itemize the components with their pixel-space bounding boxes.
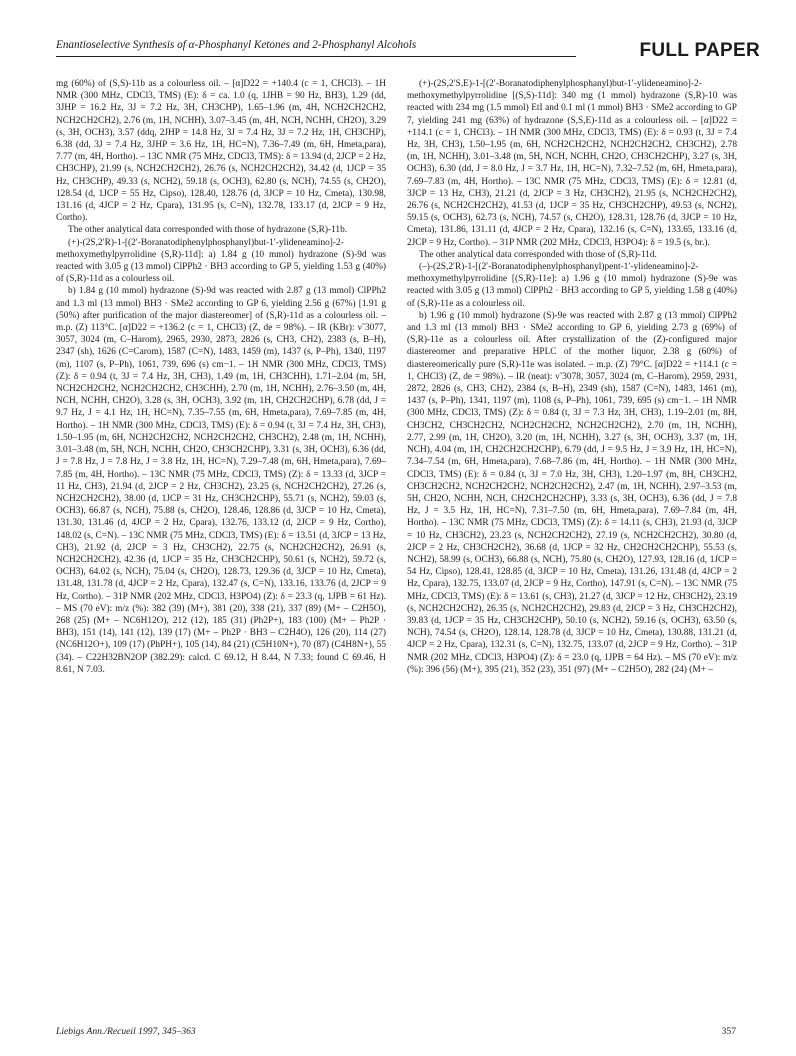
running-header-title: Enantioselective Synthesis of α-Phosphanyl Ketones and 2-Phosphanyl Alcohols (56, 39, 417, 51)
footer-journal-citation: Liebigs Ann./Recueil 1997, 345–363 (56, 1026, 196, 1037)
paragraph: mg (60%) of (S,S)-11b as a colourless oil. – [α]D22 = +140.4 (c = 1, CHCl3). – 1H NMR (300 MHz, CDCl3, TMS) (E): δ = ca. 1.0 (q, 1JHB = 90 Hz, BH3), 1.29 (dd, 3JHP = 16.2 Hz, 3J = 7.2 Hz, 3H, CH3CHP), 1.65–1.96 (m, 4H, NCH2CH2CH2, NCH2CH2CH2), 2.76 (m, 1H, NCHH), 3.07–3.45 (m, 4H, NCH, NCHH, CH2O), 3.29 (s, 3H, OCH3), 3.57 (ddq, 2JHP = 14.8 Hz, 3J = 7.4 Hz, 3J = 7.2 Hz, 1H, CH3CHP), 6.38 (dd, 3J = 7.4 Hz, 3JHP = 3.6 Hz, 1H, HC=N), 7.36–7.49 (m, 6H, Hmeta,para), 7.77 (m, 4H, Hortho). – 13C NMR (75 MHz, CDCl3, TMS): δ = 13.94 (d, 2JCP = 2 Hz, CH3CHP), 21.99 (s, NCH2CH2CH2), 26.76 (s, NCH2CH2CH2), 34.42 (d, 1JCP = 35 Hz, CH3CHP), 49.33 (s, NCH2), 59.18 (s, OCH3), 62.80 (s, NCH), 74.55 (s, CH2O), 128.54 (d, 1JCP = 55 Hz, Cipso), 128.40, 128.76 (d, 3JCP = 10 Hz, Cmeta), 130.98, 131.16 (d, 4JCP = 2 Hz, Cpara), 131.95 (s, C=N), 132.78, 133.17 (d, 2JCP = 9 Hz, Cortho). (56, 79, 386, 224)
paragraph: The other analytical data corresponded with those of hydrazone (S,R)-11b. (68, 225, 348, 236)
section-label: FULL PAPER (639, 40, 760, 61)
paragraph: b) 1.84 g (10 mmol) hydrazone (S)-9d was reacted with 2.87 g (13 mmol) ClPPh2 and 1.3 ml (13 mmol) BH3 · SMe2 according to GP 6, yielding 2.56 g (67%) [1.91 g (50%) after purification of the major diastereomer] of (S,R)-11d as a colourless oil. – m.p. (Z) 113°C. [α]D22 = +136.2 (c = 1, CHCl3) (Z, de = 98%). – IR (KBr): ν̃ 3077, 3057, 3024 (m, C–Harom), 2965, 2930, 2873, 2826 (s, CH3, CH2), 2383 (s, B–H), 2347 (sh), 1626 (C=Carom), 1587 (C=N), 1483, 1459 (m), 1437 (s, P–Ph), 1340, 1197 (m), 1107 (s, P–Ph), 1061, 739, 696 (s) cm−1. – 1H NMR (300 MHz, CDCl3, TMS) (Z): δ = 0.94 (t, 3J = 7.4 Hz, 3H, CH3), 1.49 (m, 1H, CH3CHH), 1.71–2.04 (m, 5H, NCH2CH2CH2, NCH2CH2CH2, CH3CHH), 2.70 (m, 1H, NCHH), 2.76–3.50 (m, 4H, NCH, NCHH, CH2O), 3.28 (s, 3H, OCH3), 3.92 (m, 1H, CH2CH2CHP), 6.78 (dd, J = 9.7 Hz, J = 4.1 Hz, 1H, HC=N), 7.35–7.55 (m, 6H, Hmeta,para), 7.69–7.85 (m, 4H, Hortho). – 1H NMR (300 MHz, CDCl3, TMS) (E): δ = 0.94 (t, 3J = 7.4 Hz, 3H, CH3), 1.50–1.95 (m, 6H, NCH2CH2CH2, NCH2CH2CH2, CH3CH2), 2.48 (m, 1H, NCHH), 3.01–3.48 (m, 5H, NCH, NCHH, CH2O, CH3CH2CHP), 3.31 (s, 3H, OCH3), 6.36 (dd, J = 7.8 Hz, J = 7.8 Hz, J = 3.8 Hz, 1H, HC=N), 7.29–7.48 (m, 6H, Hmeta,para), 7.69–7.85 (m, 4H, Hortho). – 13C NMR (75 MHz, CDCl3, TMS) (Z): δ = 13.33 (d, 3JCP = 11 Hz, CH3), 21.94 (d, 2JCP = 2 Hz, CH3CH2), 23.25 (s, NCH2CH2CH2), 27.26 (s, NCH2CH2CH2), 38.00 (d, 1JCP = 31 Hz, CH3CH2CHP), 55.71 (s, NCH2), 59.03 (s, OCH3), 66.87 (s, NCH), 75.88 (s, CH2O), 128.46, 128.86 (d, 3JCP = 10 Hz, Cmeta), 131.30, 131.46 (d, 4JCP = 2 Hz, Cpara), 132.76, 133.12 (d, 2JCP = 9 Hz, Cortho), 148.02 (s, C=N). – 13C NMR (75 MHz, CDCl3, TMS) (E): δ = 13.51 (d, 3JCP = 13 Hz, CH3), 21.92 (d, 2JCP = 3 Hz, CH3CH2), 22.75 (s, NCH2CH2CH2), 26.91 (s, NCH2CH2CH2), 42.36 (d, 1JCP = 35 Hz, CH3CH2CHP), 50.61 (s, NCH2), 59.72 (s, OCH3), 64.02 (s, NCH), 75.04 (s, CH2O), 128.73, 129.36 (d, 3JCP = 10 Hz, Cmeta), 131.48, 131.78 (d, 4JCP = 2 Hz, Cpara), 132.47 (s, C=N), 133.16, 133.76 (d, 2JCP = 9 Hz, Cortho). – 31P NMR (202 MHz, CDCl3, H3PO4) (Z): δ = 23.3 (q, 1JPB = 61 Hz). – MS (70 eV): m/z (%): 382 (39) (M+), 381 (20), 338 (21), 337 (89) (M+ – C2H5O), 268 (25) (M+ – NC6H12O), 212 (12), 185 (31) (Ph2P+), 183 (100) (M+ – Ph2P · BH3), 151 (14), 141 (12), 139 (17) (M+ – Ph2P · BH3 – C2H4O), 126 (20), 114 (27) (NC6H12O+), 109 (17) (PhPH+), 105 (14), 84 (21) (C5H10N+), 70 (87) (C4H8N+), 55 (34). – C22H32BN2OP (382.29): calcd. C 69.12, H 8.44, N 7.33; found C 69.46, H 8.61, N 7.03. (56, 286, 386, 675)
header-rule (56, 56, 576, 57)
left-column (56, 78, 386, 676)
paragraph: (+)-(2S,2′R)-1-[(2′-Boranatodiphenylphosphanyl)but-1′-ylideneamino]-2-methoxymethylpyrrolidine (S,R)-11d]: a) 1.84 g (10 mmol) hydrazone (S)-9d was reacted with 3.05 g (13 mmol) ClPPh2 · BH3 according to GP 5, yielding 1.53 g (40%) of (S,R)-11d as a colourless oil. (56, 237, 386, 285)
paragraph: (+)-(2S,2′S,E)-1-[(2′-Boranatodiphenylphosphanyl)but-1′-ylideneamino]-2-methoxymethylpyrrolidine [(S,S)-11d]: 340 mg (1 mmol) hydrazone (S,R)-10 was reacted with 234 mg (1.5 mmol) EtI and 0.1 ml (1 mmol) BH3 · SMe2 according to GP 7, yielding 241 mg (63%) of hydrazone (S,S,E)-11d as a colourless oil. – [α]D22 = +114.1 (c = 1, CHCl3). – 1H NMR (300 MHz, CDCl3, TMS) (E): δ = 0.93 (t, 3J = 7.4 Hz, 3H, CH3), 1.50–1.95 (m, 6H, NCH2CH2CH2, NCH2CH2CH2, CH3CH2), 2.78 (m, 1H, NCHH), 3.01–3.48 (m, 5H, NCH, NCHH, CH2O, CH3CH2CHP), 3.27 (s, 3H, OCH3), 6.30 (dd, J = 8.0 Hz, J = 3.7 Hz, 1H, HC=N), 7.32–7.52 (m, 6H, Hmeta,para), 7.69–7.83 (m, 4H, Hortho). – 13C NMR (75 MHz, CDCl3, TMS) (E): δ = 12.81 (d, 3JCP = 13 Hz, CH3), 21.21 (d, 2JCP = 3 Hz, CH3CH2), 21.95 (s, NCH2CH2CH2), 26.76 (s, NCH2CH2CH2), 41.53 (d, 1JCP = 35 Hz, CH3CH2CHP), 49.53 (s, NCH2), 59.15 (s, OCH3), 62.73 (s, NCH), 74.57 (s, CH2O), 128.31, 128.76 (d, 3JCP = 10 Hz, Cmeta), 131.86, 131.11 (d, 4JCP = 2 Hz, Cpara), 132.16 (s, C=N), 133.65, 133.16 (d, 2JCP = 9 Hz, Cortho). – 31P NMR (202 MHz, CDCl3, H3PO4): δ = 19.5 (s, br.). (407, 79, 737, 248)
right-column (407, 78, 737, 676)
page-number: 357 (721, 1026, 736, 1037)
paragraph: (–)-(2S,2′R)-1-[(2′-Boranatodiphenylphosphanyl)pent-1′-ylideneamino]-2-methoxymethylpyrrolidine [(S,R)-11e]: a) 1.96 g (10 mmol) hydrazone (S)-9e was reacted with 3.05 g (13 mmol) ClPPh2 · BH3 according to GP 5, yielding 1.58 g (40%) of (S,R)-11e as a colourless oil. (407, 262, 737, 309)
paragraph: The other analytical data corresponded with those of (S,R)-11d. (419, 249, 657, 260)
paragraph: b) 1.96 g (10 mmol) hydrazone (S)-9e was reacted with 2.87 g (13 mmol) ClPPh2 and 1.3 ml (13 mmol) BH3 · SMe2 according to GP 6, yielding 2.73 g (69%) of (S,R)-11e as a colourless oil. After crystallization of the (Z)-configured major diastereomer and preparative HPLC of the mother liquor, 2.38 g (60%) of diastereomerically pure (S,R)-11e was isolated. – m.p. (Z) 79°C. [α]D22 = +114.1 (c = 1, CHCl3) (Z, de = 98%). – IR (neat): ν̃ 3078, 3057, 3024 (m, C–Harom), 2959, 2931, 2872, 2826 (s, CH3, CH2), 2384 (s, B–H), 2349 (sh), 1587 (C=N), 1483, 1461 (m), 1437 (s, P–Ph), 1341, 1197 (m), 1108 (s, P–Ph), 1061, 739, 695 (s) cm−1. – 1H NMR (300 MHz, CDCl3, TMS) (Z): δ = 0.84 (t, 3J = 7.3 Hz, 3H, CH3), 1.19–2.01 (m, 8H, CH3CH2, CH3CH2CH2, NCH2CH2CH2, NCH2CH2CH2), 2.70 (m, 1H, NCHH), 2.77, 2.99 (m, 1H, CH2O), 3.20 (m, 1H, NCHH), 3.27 (s, 3H, OCH3), 3.37 (m, 1H, NCH), 4.04 (m, 1H, CH2CH2CH2CHP), 6.79 (dd, J = 9.5 Hz, J = 3.9 Hz, 1H, HC=N), 7.34–7.54 (m, 6H, Hmeta,para), 7.68–7.86 (m, 4H, Hortho). – 1H NMR (300 MHz, CDCl3, TMS) (E): δ = 0.84 (t, 3J = 7.0 Hz, 3H, CH3), 1.20–1.97 (m, 8H, CH3CH2, CH3CH2CH2, NCH2CH2CH2, NCH2CH2CH2), 2.47 (m, 1H, NCHH), 2.97–3.53 (m, 5H, CH2O, NCHH, NCH, CH2CH2CH2CHP), 3.33 (s, 3H, OCH3), 6.36 (dd, J = 7.8 Hz, J = 3.5 Hz, 1H, HC=N), 7.31–7.50 (m, 6H, Hmeta,para), 7.69–7.84 (m, 4H, Hortho). – 13C NMR (75 MHz, CDCl3, TMS) (Z): δ = 14.11 (s, CH3), 21.93 (d, 3JCP = 10 Hz, CH3CH2), 23.23 (s, NCH2CH2CH2), 27.19 (s, NCH2CH2CH2), 30.80 (d, 2JCP = 2 Hz, CH3CH2CH2), 36.68 (d, 1JCP = 32 Hz, CH2CH2CH2CHP), 55.53 (s, NCH2), 58.99 (s, OCH3), 66.88 (s, NCH), 75.80 (s, CH2O), 127.93, 128.16 (d, 1JCP = 54 Hz, Cipso), 128.41, 128.85 (d, 3JCP = 10 Hz, Cmeta), 131.26, 131.48 (d, 4JCP = 2 Hz, Cpara), 132.75, 133.07 (d, 2JCP = 9 Hz, Cortho), 147.91 (s, C=N). – 13C NMR (75 MHz, CDCl3, TMS) (E): δ = 13.61 (s, CH3), 21.27 (d, 3JCP = 12 Hz, CH3CH2), 23.19 (s, NCH2CH2CH2), 26.35 (s, NCH2CH2CH2), 29.83 (d, 2JCP = 3 Hz, CH3CH2CH2), 39.83 (d, 1JCP = 35 Hz, CH3CH2CHP), 50.10 (s, NCH2), 59.16 (s, OCH3), 63.50 (s, NCH), 74.54 (s, CH2O), 128.14, 128.78 (d, 3JCP = 10 Hz, Cmeta), 130.88, 131.21 (d, 4JCP = 2 Hz, Cpara), 132.31 (s, C=N), 132.75, 133.07 (d, 2JCP = 9 Hz, Cortho). – 31P NMR (202 MHz, CDCl3, H3PO4) (Z): δ = 23.0 (q, 1JPB = 64 Hz). – MS (70 eV): m/z (%): 396 (56) (M+), 395 (21), 352 (23), 351 (97) (M+ – C2H5O), 282 (24) (M+ – (407, 310, 737, 675)
